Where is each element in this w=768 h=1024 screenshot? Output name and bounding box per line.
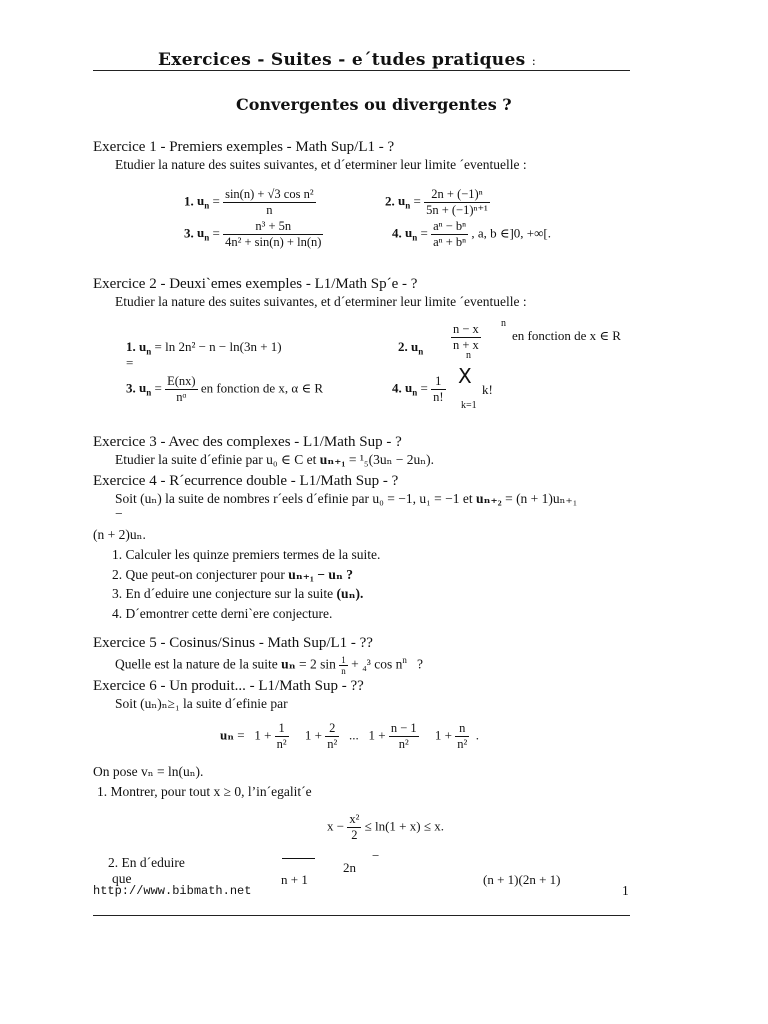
ex6-t4-num: n: [455, 721, 469, 737]
ex4-item-2: [112, 567, 353, 583]
footer-rule: [93, 915, 630, 916]
ex6-t1-den: n²: [276, 737, 287, 751]
ex4-minus: −: [115, 506, 123, 521]
ex6-t1-pre: 1 +: [254, 727, 272, 743]
ex2-f4-den: n!: [433, 390, 444, 404]
ex6-t3-pre: 1 +: [368, 727, 386, 743]
ex2-f3-text: en fonction de x, α ∈ R: [200, 380, 324, 396]
ex1-formula-2: 2. $u_n$ = $\frac{\text{2n + (−1)ⁿ}}{\text{5n + (−1)ⁿ⁺¹}}$: [385, 187, 488, 217]
exercise-3-heading: Exercice 3 - Avec des complexes - L1/Math Sup - ?: [93, 434, 402, 450]
ex5-tail-exp: n: [402, 655, 407, 666]
ex4-item-3: [112, 586, 363, 602]
ex6-question-2a: 2. En d´eduire: [108, 855, 185, 870]
ex5-frac-num: 1: [341, 655, 346, 665]
ex3-lhs: uₙ₊₁: [319, 452, 346, 467]
header-colon: :: [531, 54, 537, 68]
ex1-f1-num: sin(n) + √3 cos n²: [225, 187, 314, 201]
ex2-f2-sub: n: [466, 350, 471, 361]
ex6-t4-den: n²: [457, 737, 468, 751]
ex1-formula-1: 1. $u_n$ = $\frac{\text{sin(n) + √3 cos n²}}{n}$: [184, 187, 314, 217]
page-title: Convergentes ou divergentes ?: [236, 95, 512, 114]
header-rule: [93, 70, 630, 71]
ex6-pose: On pose vₙ = ln(uₙ).: [93, 764, 204, 779]
ex5-frac-den: n: [341, 666, 346, 676]
ex6-t1-num: 1: [275, 721, 289, 737]
ex2-f1-label: 1.: [126, 339, 136, 354]
ex6-q2-right: (n + 1)(2n + 1): [483, 872, 561, 887]
ex1-f2-num: 2n + (−1)ⁿ: [424, 187, 490, 203]
ex6-question-2b: que: [112, 871, 132, 886]
ex2-formula-2: [451, 322, 481, 353]
ex1-f1-den: n: [266, 203, 273, 217]
ex2-f4-label: 4.: [392, 380, 402, 396]
ex2-f4-term: k!: [482, 382, 493, 397]
ex6-t2-pre: 1 +: [304, 727, 323, 743]
ex4-item-1: 1. Calculer les quinze premiers termes de la suite.: [112, 547, 381, 562]
ex6-t4-pre: 1 +: [434, 727, 453, 743]
ex1-f3-num: n³ + 5n: [223, 219, 323, 235]
ex1-f4-label: 4.: [392, 225, 402, 241]
ex2-f3-num: E(nx): [167, 374, 196, 388]
ex4-formula-end: = (n + 1)uₙ₊₁: [505, 491, 578, 506]
ex2-f2-label: 2.: [398, 339, 408, 354]
ex6-t2-den: n²: [327, 737, 338, 751]
ex6-t3-num: n − 1: [390, 721, 417, 735]
ex2-formula-3: 3. $u_n$ = $\frac{E(nx)}{\text{nᵅ}}$ en fonction de x, α ∈ R: [126, 374, 324, 404]
exercise-5-heading: Exercice 5 - Cosinus/Sinus - Math Sup/L1 - ??: [93, 635, 373, 651]
ex2-f4-sigma: X: [458, 364, 472, 388]
footer-url[interactable]: http://www.bibmath.net: [93, 884, 252, 898]
ex3-text: Etudier la suite d´efinie par u₀ ∈ C et: [115, 452, 317, 467]
ex1-f1-label: 1.: [184, 193, 194, 209]
header-title: Exercices - Suites - e´tudes pratiques: [158, 50, 526, 70]
ex5-question-mark: ?: [416, 656, 423, 672]
ex2-f4-num: 1: [431, 374, 445, 390]
ex4-item-2-expr: uₙ₊₁ − uₙ ?: [288, 567, 353, 582]
ex1-f4-cond: , a, b ∈]0, +∞[.: [471, 225, 551, 241]
ex6-t3-den: n²: [398, 737, 409, 751]
ex6-ineq-num: x²: [349, 812, 360, 826]
ex1-f3-label: 3.: [184, 225, 194, 241]
ex6-ineq-post: ≤ ln(1 + x) ≤ x.: [364, 818, 444, 834]
ex6-end: .: [475, 727, 480, 743]
ex1-f2-label: 2.: [385, 193, 395, 209]
ex4-item-4: 4. D´emontrer cette derni`ere conjecture.: [112, 606, 333, 621]
ex1-formula-3: 3. $u_n$ = $\frac{\text{n³ + 5n}}{\text{4n² + sin(n) + ln(n)}}$: [184, 219, 322, 249]
exercise-4-text: [115, 491, 577, 507]
ex2-formula-2-label: 2. $u_n$: [398, 339, 424, 357]
ex6-dots: ...: [349, 727, 359, 743]
exercise-5-text: [115, 655, 423, 676]
ex5-lhs: uₙ: [281, 656, 296, 672]
ex6-q2-frac-den: n + 1: [281, 872, 308, 887]
ex6-ineq-pre: x −: [327, 818, 345, 834]
ex2-f2-num: n − x: [453, 322, 479, 336]
ex6-question-1: 1. Montrer, pour tout x ≥ 0, l’in´egalit´e: [97, 784, 312, 799]
ex1-f2-den: 5n + (−1)ⁿ⁺¹: [426, 203, 488, 217]
exercise-2-intro: Etudier la nature des suites suivantes, et d´eterminer leur limite ´eventuelle :: [115, 294, 527, 309]
ex4-item-3-text: 3. En d´eduire une conjecture sur la suite: [112, 586, 334, 601]
ex5-tail: + ₄³ cos n: [351, 656, 403, 672]
ex2-f1-eq: =: [126, 355, 134, 370]
ex6-product-formula: [220, 721, 479, 752]
exercise-1-intro: Etudier la nature des suites suivantes, et d´eterminer leur limite ´eventuelle :: [115, 157, 527, 172]
ex2-formula-4: 4. $u_n$ = $\frac{1}{n!}$: [392, 374, 444, 404]
ex2-f3-label: 3.: [126, 380, 136, 396]
ex4-continuation: (n + 2)uₙ.: [93, 527, 146, 542]
ex4-text: Soit (uₙ) la suite de nombres r´eels d´efinie par u₀ = −1, u₁ = −1 et: [115, 491, 473, 506]
exercise-3-text: [115, 452, 434, 468]
ex3-formula: = ¹₅(3uₙ − 2uₙ).: [348, 452, 434, 467]
ex5-text: Quelle est la nature de la suite: [115, 656, 278, 672]
ex2-f2-den: n + x: [453, 338, 479, 352]
ex2-f2-text: en fonction de x ∈ R: [512, 328, 621, 343]
ex6-t2-num: 2: [325, 721, 339, 737]
exercise-6-heading: Exercice 6 - Un produit... - L1/Math Sup - ??: [93, 678, 364, 694]
ex2-f3-den: nᵅ: [176, 390, 187, 404]
ex1-f3-den: 4n² + sin(n) + ln(n): [225, 235, 322, 249]
ex1-formula-4: 4. $u_n$ = $\frac{\text{aⁿ − bⁿ}}{\text{aⁿ + bⁿ}}$ , a, b ∈]0, +∞[.: [392, 219, 551, 249]
exercise-1-heading: Exercice 1 - Premiers exemples - Math Sup/L1 - ?: [93, 139, 395, 155]
ex6-q2-mid: 2n: [343, 860, 356, 875]
ex5-expr: = 2 sin: [298, 656, 336, 672]
document-header: [158, 50, 536, 70]
ex6-q2-minus: −: [372, 848, 380, 863]
exercise-2-heading: Exercice 2 - Deuxi`emes exemples - L1/Math Sp´e - ?: [93, 276, 418, 292]
ex6-q2-fraction-bar: [282, 858, 315, 859]
ex6-inequality: [327, 812, 444, 843]
ex6-lhs: uₙ: [220, 727, 234, 743]
ex2-formula-1: 1. $u_n = \ln 2n^2 - n - \ln(3n + 1)$: [126, 339, 282, 357]
ex2-f2-exp: n: [501, 318, 506, 329]
ex1-f4-den: aⁿ + bⁿ: [433, 235, 467, 249]
ex1-f4-num: aⁿ − bⁿ: [433, 219, 467, 233]
ex6-ineq-den: 2: [351, 828, 358, 842]
ex4-item-3-expr: (uₙ).: [336, 586, 364, 601]
page-number: 1: [622, 883, 629, 898]
ex6-eq: =: [237, 727, 245, 743]
exercise-6-text: Soit (uₙ)ₙ≥₁ la suite d´efinie par: [115, 696, 288, 711]
ex4-item-2-text: 2. Que peut-on conjecturer pour: [112, 567, 285, 582]
ex2-f4-sub: k=1: [461, 400, 477, 411]
exercise-4-heading: Exercice 4 - R´ecurrence double - L1/Math Sup - ?: [93, 473, 399, 489]
ex2-f1-expr: = ln 2n² − n − ln(3n + 1): [154, 339, 282, 354]
ex4-lhs: uₙ₊₂: [476, 491, 502, 506]
